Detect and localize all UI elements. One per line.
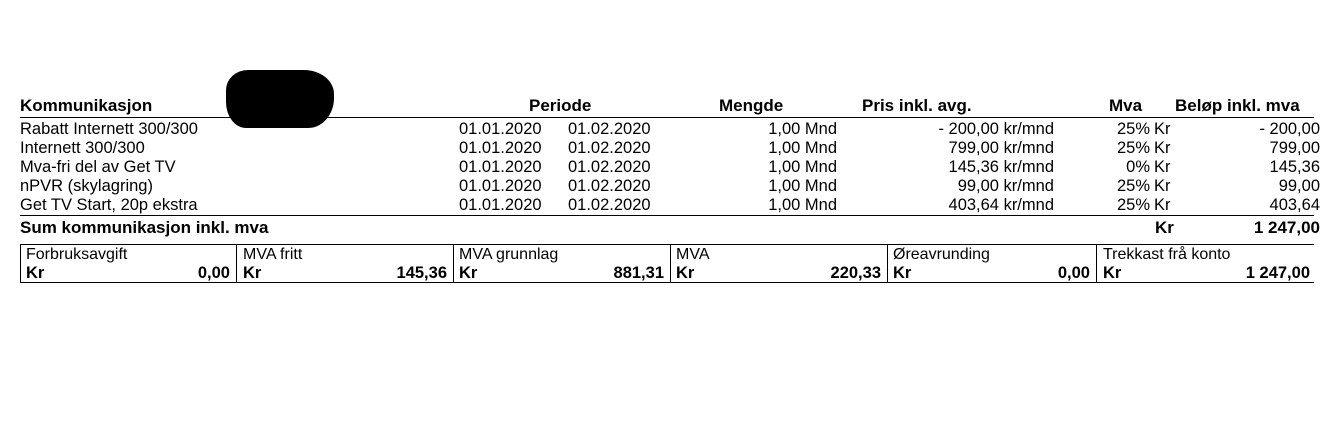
row-description: Get TV Start, 20p ekstra (20, 196, 198, 214)
totals-value-oreavrunding: 0,00 (1057, 264, 1090, 282)
column-header-pris: Pris inkl. avg. (862, 96, 972, 115)
totals-value-forbruksavgift: 0,00 (197, 264, 230, 282)
row-period-from: 01.01.2020 (459, 120, 542, 138)
row-quantity: 1,00 Mnd (768, 139, 837, 157)
totals-label-oreavrunding: Øreavrunding (893, 246, 990, 263)
row-vat: 25% (1116, 139, 1150, 157)
row-period-from: 01.01.2020 (459, 158, 542, 176)
row-period-from: 01.01.2020 (459, 177, 542, 195)
row-quantity: 1,00 Mnd (768, 196, 837, 214)
row-price: 99,00 kr/mnd (957, 177, 1054, 195)
totals-divider (20, 244, 21, 283)
row-price: 799,00 kr/mnd (948, 139, 1054, 157)
row-description: Internett 300/300 (20, 139, 145, 157)
totals-currency: Kr (1103, 264, 1122, 282)
row-vat: 25% (1116, 177, 1150, 195)
column-header-periode: Periode (529, 96, 592, 115)
totals-label-trekkast: Trekkast frå konto (1103, 246, 1231, 263)
redaction-mark (226, 70, 334, 128)
totals-currency: Kr (676, 264, 695, 282)
totals-label-forbruksavgift: Forbruksavgift (26, 246, 128, 263)
row-vat: 0% (1126, 158, 1150, 176)
totals-value-trekkast: 1 247,00 (1245, 264, 1310, 282)
totals-bottom-border (20, 282, 1314, 283)
row-amount: 799,00 (1269, 139, 1320, 157)
totals-divider (887, 244, 888, 283)
row-period-from: 01.01.2020 (459, 139, 542, 157)
totals-label-mva-fritt: MVA fritt (243, 246, 303, 263)
totals-currency: Kr (459, 264, 478, 282)
header-divider (20, 117, 1314, 118)
totals-currency: Kr (893, 264, 912, 282)
totals-value-mva: 220,33 (830, 264, 881, 282)
totals-top-border (20, 244, 1314, 245)
sum-amount: 1 247,00 (1253, 218, 1320, 237)
column-header-mengde: Mengde (719, 96, 784, 115)
row-description: Mva-fri del av Get TV (20, 158, 176, 176)
totals-divider (236, 244, 237, 283)
row-period-to: 01.02.2020 (568, 120, 651, 138)
totals-label-mva: MVA (676, 246, 710, 263)
row-price: - 200,00 kr/mnd (938, 120, 1054, 138)
row-currency: Kr (1154, 177, 1171, 195)
row-vat: 25% (1116, 196, 1150, 214)
totals-currency: Kr (26, 264, 45, 282)
sum-label: Sum kommunikasjon inkl. mva (20, 218, 269, 237)
row-amount: - 200,00 (1259, 120, 1320, 138)
row-currency: Kr (1154, 139, 1171, 157)
row-amount: 99,00 (1278, 177, 1320, 195)
totals-divider (670, 244, 671, 283)
row-period-to: 01.02.2020 (568, 158, 651, 176)
row-period-to: 01.02.2020 (568, 196, 651, 214)
row-currency: Kr (1154, 196, 1171, 214)
section-title: Kommunikasjon (20, 96, 153, 115)
row-quantity: 1,00 Mnd (768, 177, 837, 195)
column-header-belop: Beløp inkl. mva (1175, 96, 1300, 115)
row-amount: 145,36 (1269, 158, 1320, 176)
row-period-from: 01.01.2020 (459, 196, 542, 214)
row-price: 145,36 kr/mnd (948, 158, 1054, 176)
row-period-to: 01.02.2020 (568, 177, 651, 195)
column-header-mva: Mva (1109, 96, 1143, 115)
rows-divider (20, 215, 1314, 216)
sum-currency: Kr (1155, 218, 1174, 237)
row-currency: Kr (1154, 120, 1171, 138)
totals-label-mva-grunnlag: MVA grunnlag (459, 246, 559, 263)
totals-value-mva-grunnlag: 881,31 (613, 264, 664, 282)
row-quantity: 1,00 Mnd (768, 120, 837, 138)
row-price: 403,64 kr/mnd (948, 196, 1054, 214)
row-description: nPVR (skylagring) (20, 177, 153, 195)
totals-currency: Kr (243, 264, 262, 282)
row-quantity: 1,00 Mnd (768, 158, 837, 176)
row-vat: 25% (1116, 120, 1150, 138)
row-description: Rabatt Internett 300/300 (20, 120, 198, 138)
totals-value-mva-fritt: 145,36 (396, 264, 447, 282)
row-period-to: 01.02.2020 (568, 139, 651, 157)
totals-divider (1096, 244, 1097, 283)
totals-divider (453, 244, 454, 283)
row-currency: Kr (1154, 158, 1171, 176)
row-amount: 403,64 (1269, 196, 1320, 214)
